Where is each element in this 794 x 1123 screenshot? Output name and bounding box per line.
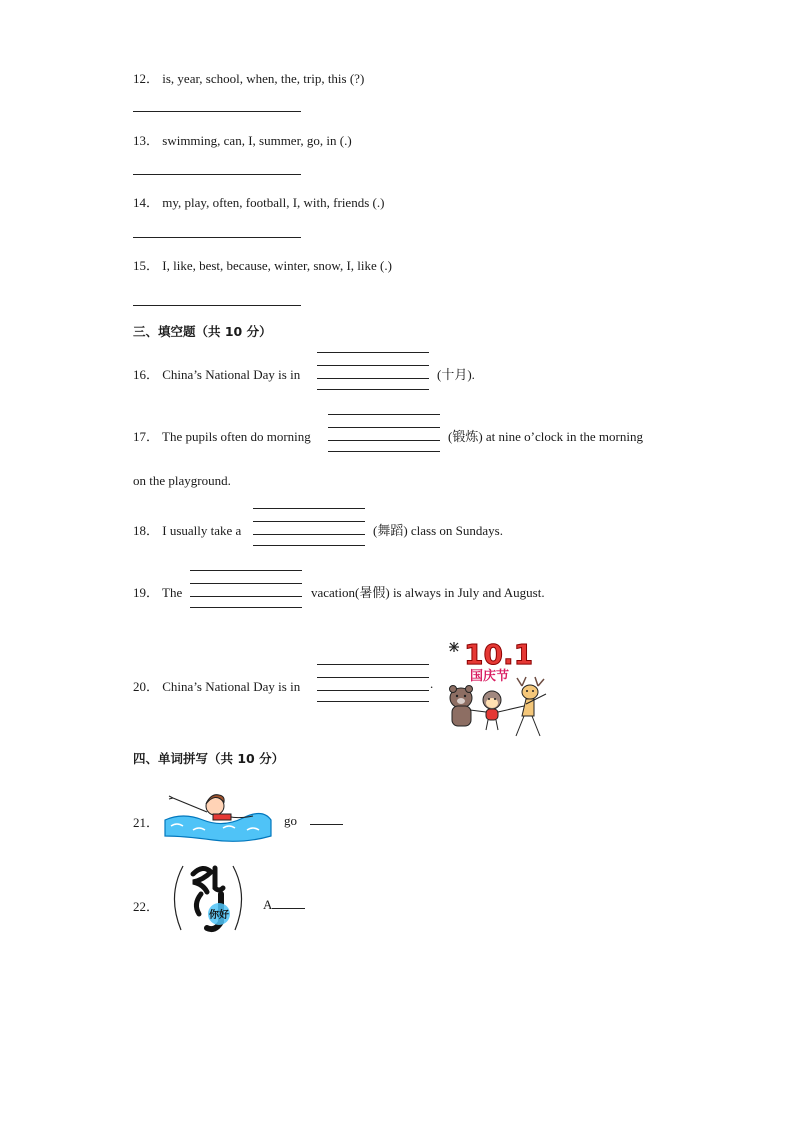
answer-blank[interactable] [272,896,305,909]
national-day-caption: 国庆节 [470,669,510,684]
question-text: China’s National Day is in [162,367,301,382]
question-number: 17． [133,429,160,444]
question-18 [133,520,241,539]
section-title: 四、单词拼写（共 10 分） [133,751,285,766]
hint-text: (十月). [437,367,475,382]
answer-blank[interactable] [310,812,343,825]
question-20 [133,676,300,695]
question-number: 20． [133,679,160,694]
answer-line[interactable] [133,111,301,112]
question-text: China’s National Day is in [162,679,301,694]
fill-blank[interactable] [253,508,365,546]
question-19 [133,582,182,601]
answer-line[interactable] [133,305,301,306]
bear-icon [450,686,473,727]
fill-blank[interactable] [317,352,429,390]
word-hint: A [263,897,273,912]
word-hint: go [284,813,297,828]
fill-blank[interactable] [328,414,440,452]
monkey-icon [483,691,501,730]
question-continuation: on the playground. [133,473,231,488]
question-number: 16． [133,367,160,382]
question-16 [133,364,300,383]
question-number: 13． [133,133,160,148]
question-number: 14． [133,195,160,210]
question-21-number: 21． [133,815,160,830]
hint-text: (锻炼) at nine o’clock in the morning [448,429,643,444]
question-text: I, like, best, because, winter, snow, I, like (.) [162,258,392,273]
hint-text: vacation(暑假) is always in July and August. [311,585,545,600]
question-text: my, play, often, football, I, with, friends (.) [162,195,385,210]
greeting-image [163,858,253,936]
question-text: swimming, can, I, summer, go, in (.) [162,133,352,148]
fill-blank[interactable] [190,570,302,608]
question-text: is, year, school, when, the, trip, this (?) [162,71,365,86]
section-title: 三、填空题（共 10 分） [133,324,272,339]
question-number: 15． [133,258,160,273]
question-number: 19． [133,585,160,600]
question-13 [133,130,352,149]
swimming-image [163,790,273,845]
swimming-illustration [163,790,273,845]
question-17 [133,426,311,445]
question-text: I usually take a [162,523,242,538]
answer-line[interactable] [133,237,301,238]
question-number: 18． [133,523,160,538]
hint-text: (舞蹈) class on Sundays. [373,523,503,538]
greeting-badge: 你好 [209,910,229,921]
question-number: 12． [133,71,160,86]
question-text: The pupils often do morning [162,429,311,444]
question-14 [133,192,384,211]
question-12 [133,68,364,87]
national-day-illustration [442,636,554,740]
question-end: . [430,676,434,691]
national-day-number: 10.1 [464,638,534,671]
question-22 [263,896,305,913]
fill-blank[interactable] [317,664,429,702]
question-text: The [162,585,183,600]
question-22-number: 22． [133,899,160,914]
greeting-illustration [163,858,253,936]
answer-line[interactable] [133,174,301,175]
question-15 [133,255,392,274]
question-21 [284,812,343,829]
firework-icon [449,642,459,652]
national-day-image [442,636,554,740]
